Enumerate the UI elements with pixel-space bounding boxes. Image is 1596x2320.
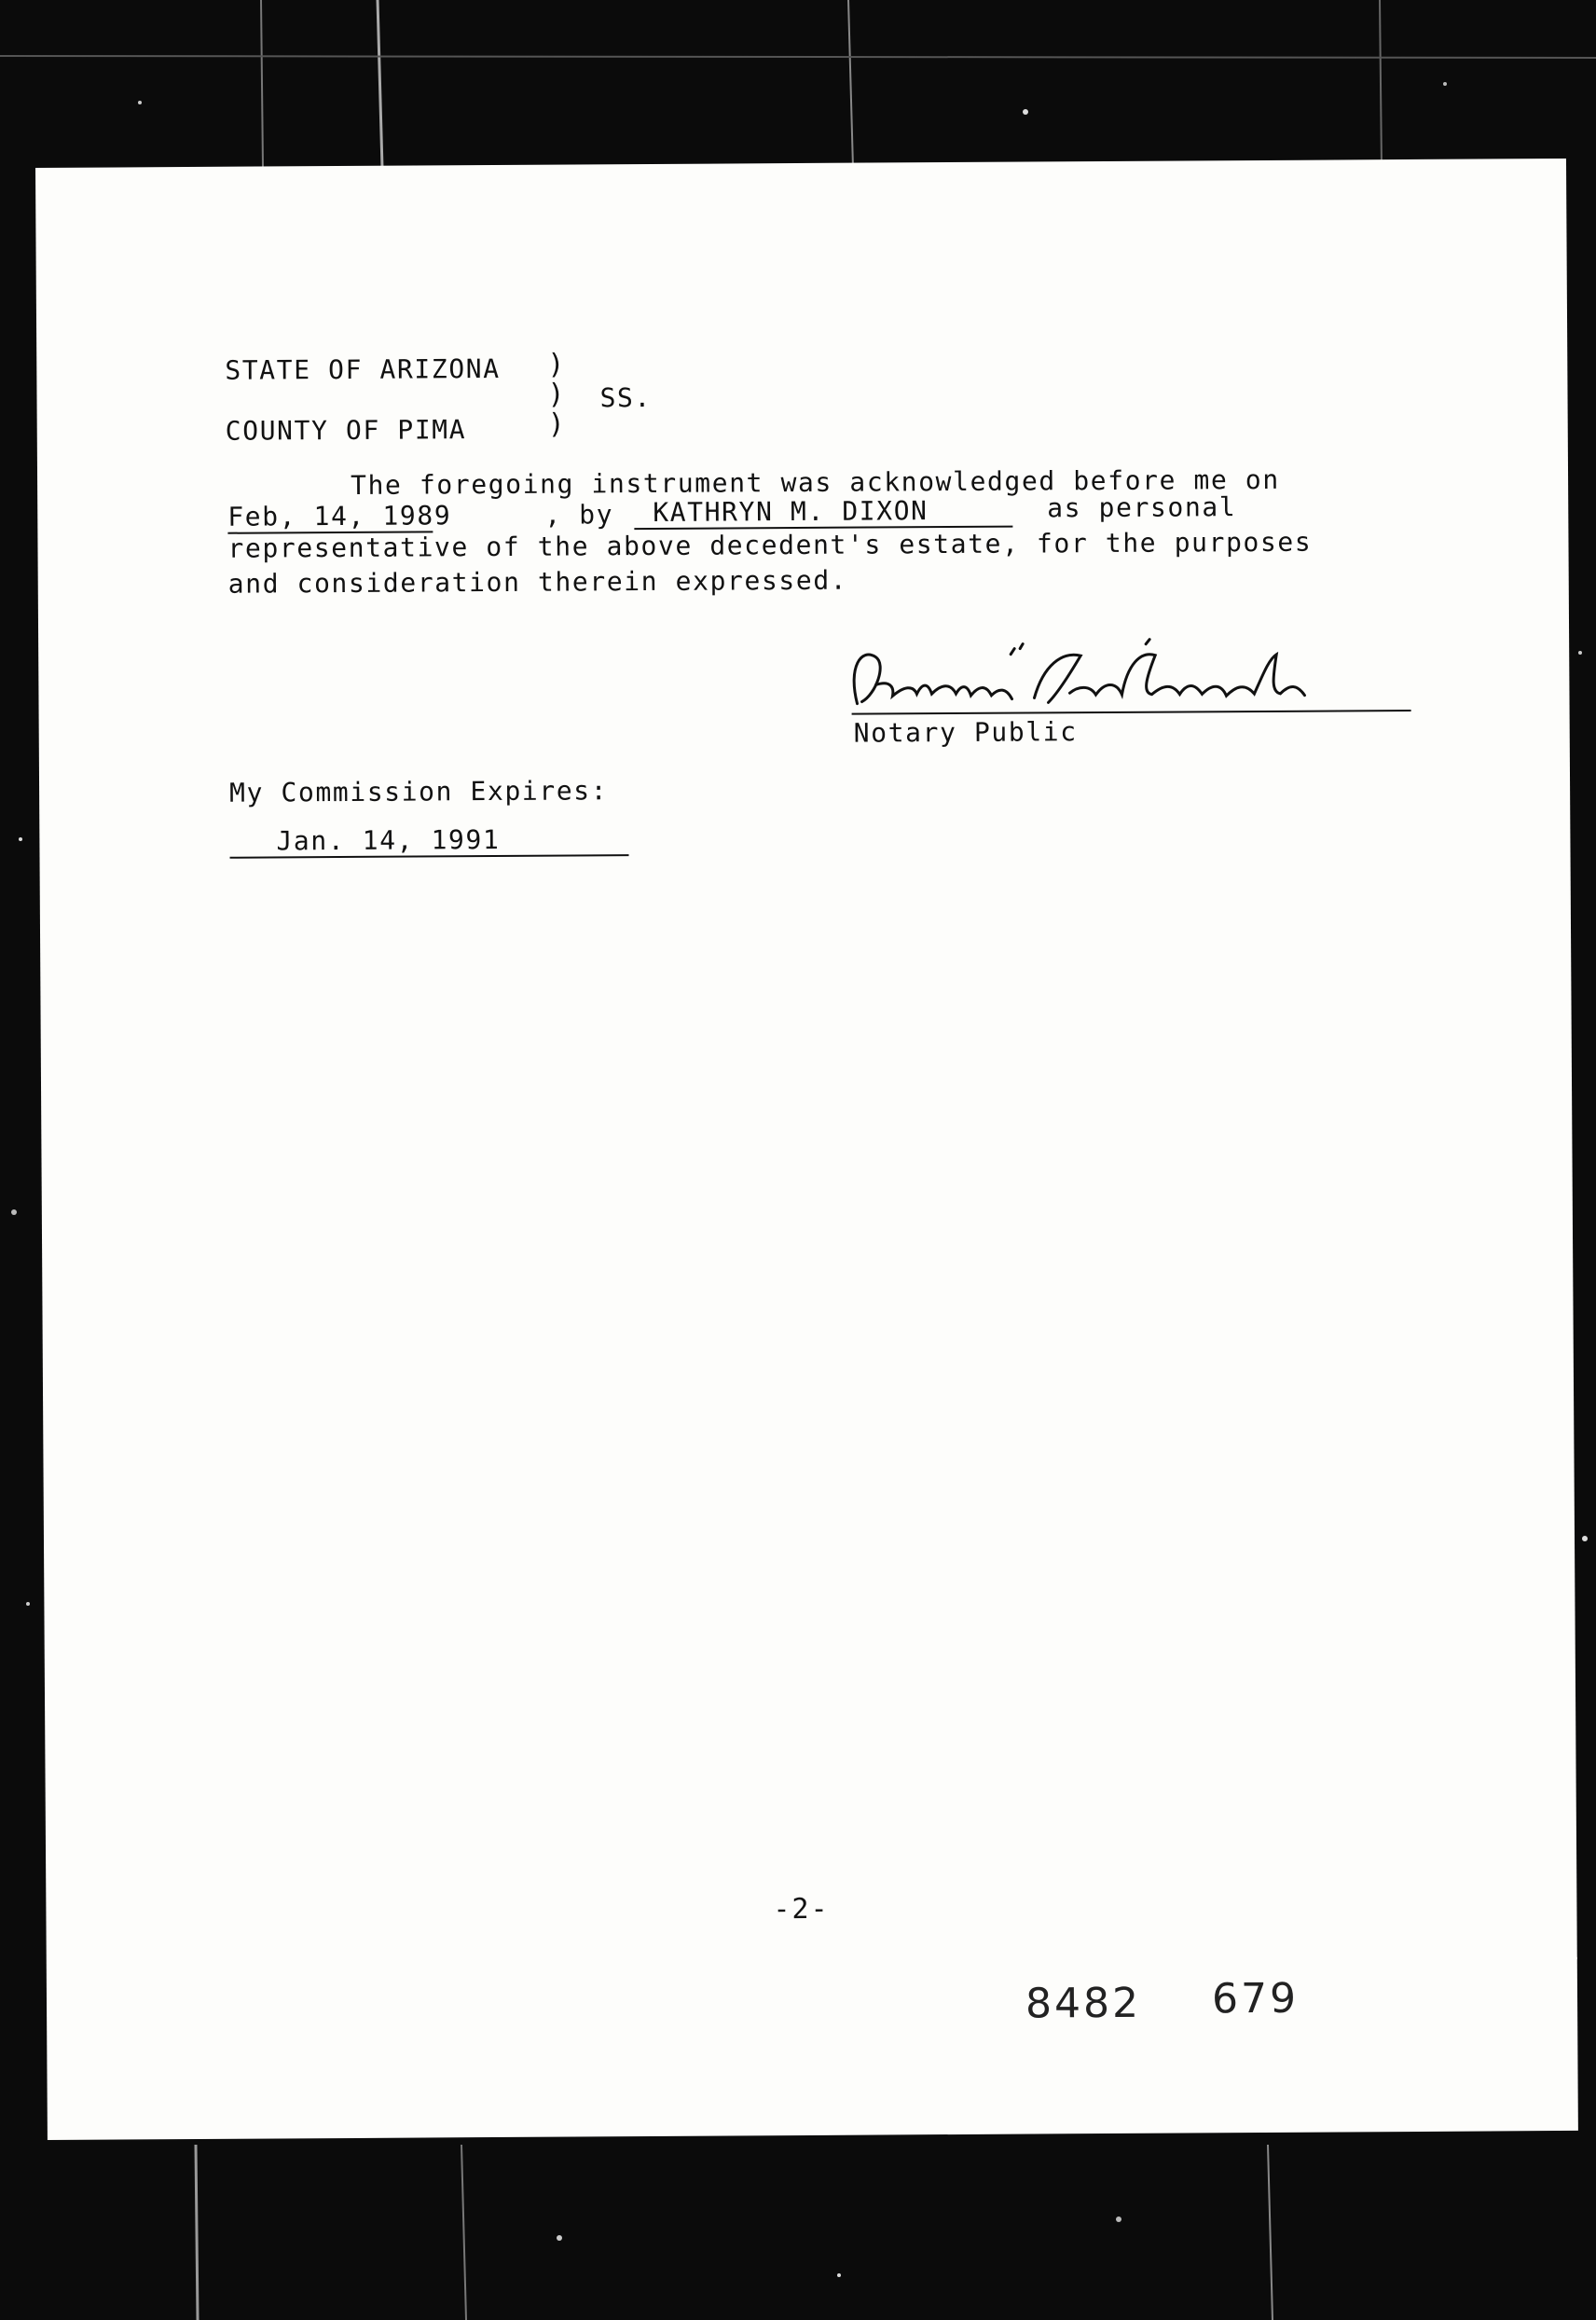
book-number: 8482 bbox=[1025, 1979, 1142, 2028]
notary-signature bbox=[819, 626, 1398, 732]
document-page bbox=[35, 159, 1578, 2140]
acknowledgment-as: as personal bbox=[1047, 491, 1237, 524]
commission-label: My Commission Expires: bbox=[228, 775, 609, 808]
commission-date: Jan. 14, 1991 bbox=[229, 826, 628, 859]
venue-county: COUNTY OF PIMA bbox=[225, 414, 467, 447]
notary-title: Notary Public bbox=[853, 716, 1078, 749]
venue-bracket-1: ) bbox=[547, 348, 565, 381]
acknowledgment-date: Feb, 14, 1989 bbox=[227, 500, 452, 532]
venue-ss: SS. bbox=[599, 381, 652, 414]
page-number: -2- bbox=[773, 1892, 830, 1926]
acknowledgment-line-3: representative of the above decedent's estate, for the purposes bbox=[227, 526, 1313, 564]
acknowledgment-line-1: The foregoing instrument was acknowledged before me on bbox=[350, 463, 1280, 501]
acknowledgment-name: KATHRYN M. DIXON bbox=[634, 498, 1012, 530]
page-stamp-number: 679 bbox=[1211, 1974, 1300, 2023]
acknowledgment-line-4: and consideration therein expressed. bbox=[227, 564, 848, 600]
venue-state: STATE OF ARIZONA bbox=[225, 352, 501, 386]
acknowledgment-by: , by bbox=[544, 499, 614, 531]
venue-bracket-3: ) bbox=[547, 407, 565, 441]
venue-bracket-2: ) bbox=[547, 378, 565, 411]
